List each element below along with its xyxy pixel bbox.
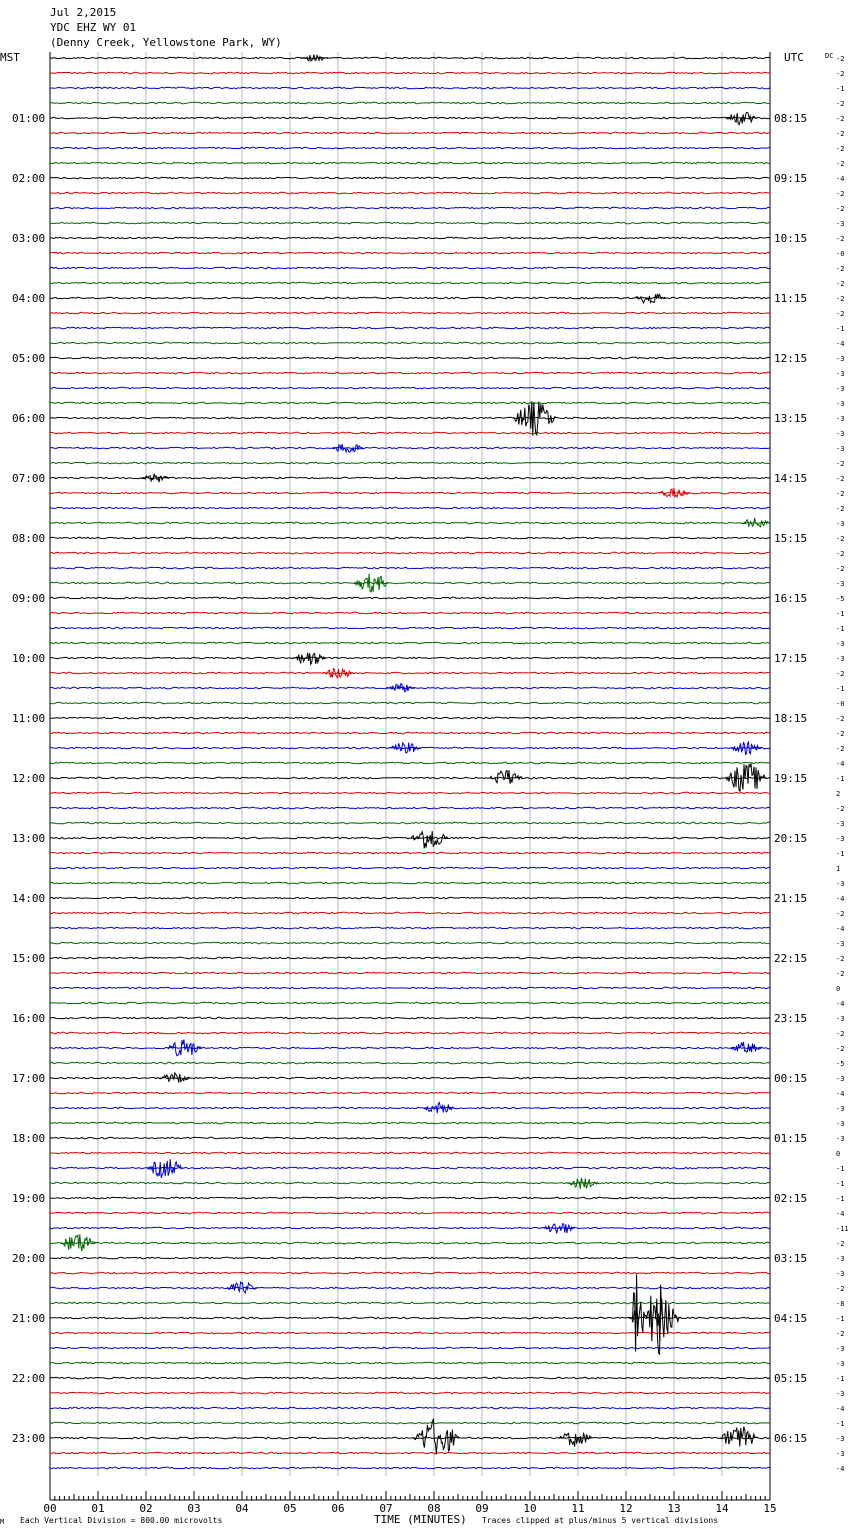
trace-row-39 [50,642,770,644]
left-hour-label: 06:00 [12,412,46,425]
trace-row-30 [50,507,770,509]
dc-offset-label: -3 [836,940,845,948]
trace-row-2 [50,87,770,89]
x-tick-label: 12 [619,1502,633,1515]
dc-offset-label: -3 [836,1435,845,1443]
dc-offset-label: -1 [836,685,845,693]
dc-offset-label: -4 [836,925,845,933]
left-hour-label: 07:00 [12,472,46,485]
trace-row-26 [50,447,770,449]
trace-row-50 [50,807,770,809]
dc-offset-label: -2 [836,490,845,498]
x-tick-label: 03 [187,1502,201,1515]
trace-row-8 [50,177,770,179]
left-hour-labels [12,112,45,1445]
right-hour-label: 12:15 [774,352,808,365]
trace-row-44 [50,717,770,719]
left-hour-label: 14:00 [12,892,46,905]
trace-row-47 [50,762,770,764]
dc-offset-label: -3 [836,1360,845,1368]
dc-offset-label: -3 [836,640,845,648]
dc-offset-label: -2 [836,280,845,288]
dc-offset-label: -11 [836,1225,849,1233]
dc-offset-label: -3 [836,880,845,888]
dc-offset-label: -8 [836,1300,845,1308]
trace-row-21 [50,372,770,374]
dc-offset-label: -3 [836,445,845,453]
trace-row-9 [50,192,770,194]
trace-row-14 [50,267,770,269]
trace-row-40 [50,657,770,659]
seismic-event-31 [720,1427,758,1447]
dc-offset-label: 2 [836,790,841,798]
seismic-event-15 [725,764,767,792]
x-tick-label: 08 [427,1502,441,1515]
trace-row-93 [50,1452,770,1454]
left-hour-label: 22:00 [12,1372,46,1385]
dc-offset-label: -2 [836,205,845,213]
right-hour-labels [774,112,807,1445]
dc-offset-label: -3 [836,415,845,423]
trace-row-45 [50,732,770,734]
trace-row-92 [50,1437,770,1439]
header-location: (Denny Creek, Yellowstone Park, WY) [50,36,282,49]
trace-row-64 [50,1017,770,1019]
left-hour-label: 03:00 [12,232,46,245]
trace-row-65 [50,1032,770,1034]
trace-row-82 [50,1287,770,1289]
dc-offset-label: -2 [836,745,845,753]
seismic-event-3 [513,401,557,436]
dc-offset-label: -3 [836,1120,845,1128]
dc-offset-label: -1 [836,850,845,858]
left-hour-label: 09:00 [12,592,46,605]
x-tick-label: 00 [43,1502,57,1515]
trace-row-13 [50,252,770,254]
trace-row-5 [50,132,770,134]
left-hour-label: 02:00 [12,172,46,185]
right-hour-label: 15:15 [774,532,808,545]
trace-row-66 [50,1047,770,1049]
header-date: Jul 2,2015 [50,6,117,19]
x-tick-label: 02 [139,1502,153,1515]
right-hour-label: 08:15 [774,112,808,125]
trace-row-41 [50,672,770,674]
x-axis-title: TIME (MINUTES) [374,1513,467,1526]
dc-offset-label: -2 [836,1030,845,1038]
trace-row-33 [50,552,770,554]
trace-row-10 [50,207,770,209]
right-hour-label: 02:15 [774,1192,808,1205]
trace-row-43 [50,702,770,704]
dc-offset-label: -4 [836,1090,845,1098]
trace-row-7 [50,162,770,164]
left-hour-label: 01:00 [12,112,46,125]
right-hour-label: 17:15 [774,652,808,665]
dc-offset-label: -2 [836,670,845,678]
right-hour-label: 21:15 [774,892,808,905]
trace-row-89 [50,1392,770,1394]
dc-offset-label: -2 [836,160,845,168]
trace-row-76 [50,1197,770,1199]
trace-row-0 [50,57,770,59]
dc-offset-label: -3 [836,1345,845,1353]
dc-offset-label: -4 [836,1405,845,1413]
trace-rows [50,57,770,1469]
right-hour-label: 16:15 [774,592,808,605]
dc-offset-label: -1 [836,625,845,633]
trace-row-3 [50,102,770,104]
left-hour-label: 21:00 [12,1312,46,1325]
right-hour-label: 09:15 [774,172,808,185]
dc-offset-label: -2 [836,265,845,273]
left-hour-label: 23:00 [12,1432,46,1445]
dc-offset-label: -3 [836,835,845,843]
grid-lines [50,52,770,1500]
left-hour-label: 20:00 [12,1252,46,1265]
left-hour-label: 15:00 [12,952,46,965]
seismic-event-23 [543,1224,575,1234]
right-hour-label: 20:15 [774,832,808,845]
trace-row-49 [50,792,770,794]
dc-offset-label: -2 [836,145,845,153]
dc-offset-label: -4 [836,760,845,768]
event-markers [61,55,771,1455]
dc-offset-label: -3 [836,1105,845,1113]
seismic-event-10 [323,669,354,678]
dc-offset-label: -2 [836,955,845,963]
dc-offset-label: -3 [836,370,845,378]
trace-row-55 [50,882,770,884]
dc-offset-label: -2 [836,535,845,543]
x-tick-label: 07 [379,1502,393,1515]
right-hour-label: 22:15 [774,952,808,965]
right-hour-label: 04:15 [774,1312,808,1325]
right-hour-label: 18:15 [774,712,808,725]
dc-offset-label: -2 [836,235,845,243]
trace-row-1 [50,72,770,74]
dc-offset-label: -2 [836,550,845,558]
dc-offset-label: -2 [836,1045,845,1053]
right-hour-label: 05:15 [774,1372,808,1385]
trace-row-91 [50,1422,770,1424]
dc-offset-label: -3 [836,430,845,438]
trace-row-81 [50,1272,770,1274]
dc-offset-label: -3 [836,1135,845,1143]
dc-offset-label: -3 [836,220,845,228]
trace-row-48 [50,777,770,779]
right-hour-label: 01:15 [774,1132,808,1145]
dc-offset-label: 0 [836,985,841,993]
seismic-event-21 [147,1159,183,1178]
trace-row-20 [50,357,770,359]
dc-offset-label: -4 [836,895,845,903]
dc-offset-label: -1 [836,775,845,783]
dc-offset-label: -4 [836,1210,845,1218]
vertical-division-note: Each Vertical Division = 800.00 microvolts [20,1516,223,1525]
dc-offset-label: -2 [836,1330,845,1338]
trace-row-37 [50,612,770,614]
left-hour-label: 18:00 [12,1132,46,1145]
dc-offset-label: -3 [836,520,845,528]
dc-offset-label: -1 [836,85,845,93]
x-tick-label: 06 [331,1502,345,1515]
trace-row-17 [50,312,770,314]
trace-row-42 [50,687,770,689]
left-hour-label: 12:00 [12,772,46,785]
dc-offset-labels [836,55,849,1473]
seismic-event-1 [725,112,757,124]
seismic-event-29 [413,1419,459,1454]
right-hour-label: 14:15 [774,472,808,485]
dc-offset-label: -2 [836,715,845,723]
dc-offset-label: -3 [836,1015,845,1023]
trace-row-4 [50,117,770,119]
dc-offset-label: -2 [836,55,845,63]
trace-row-57 [50,912,770,914]
right-hour-label: 00:15 [774,1072,808,1085]
seismic-event-24 [61,1234,97,1251]
dc-offset-label: 1 [836,865,841,873]
trace-row-62 [50,987,770,989]
seismic-event-16 [410,831,448,848]
trace-row-15 [50,282,770,284]
left-hour-label: 13:00 [12,832,46,845]
trace-row-35 [50,582,770,584]
trace-row-29 [50,492,770,494]
trace-row-68 [50,1077,770,1079]
trace-row-79 [50,1242,770,1244]
dc-offset-label: -2 [836,970,845,978]
x-tick-label: 01 [91,1502,105,1515]
right-hour-label: 11:15 [774,292,808,305]
dc-offset-label: -1 [836,1195,845,1203]
dc-offset-label: -2 [836,565,845,573]
dc-offset-label: -2 [836,505,845,513]
trace-row-18 [50,327,770,329]
trace-row-27 [50,462,770,464]
x-tick-label: 05 [283,1502,297,1515]
dc-offset-label: -3 [836,385,845,393]
dc-offset-label: -3 [836,1255,845,1263]
x-tick-label: 10 [523,1502,537,1515]
right-hour-label: 19:15 [774,772,808,785]
dc-offset-label: -4 [836,175,845,183]
trace-row-6 [50,147,770,149]
trace-row-63 [50,1002,770,1004]
dc-offset-label: -3 [836,1390,845,1398]
dc-offset-label: -5 [836,1060,845,1068]
dc-offset-label: -3 [836,355,845,363]
x-tick-label: 15 [763,1502,777,1515]
left-hour-label: 11:00 [12,712,46,725]
dc-offset-label: -1 [836,1180,845,1188]
seismic-event-30 [559,1433,593,1446]
trace-row-84 [50,1317,770,1319]
dc-offset-label: -1 [836,325,845,333]
seismic-event-14 [489,770,523,784]
left-hour-label: 08:00 [12,532,46,545]
trace-row-58 [50,927,770,929]
trace-row-31 [50,522,770,524]
trace-row-67 [50,1062,770,1064]
trace-row-52 [50,837,770,839]
dc-offset-label: -3 [836,1270,845,1278]
dc-offset-label: -2 [836,475,845,483]
trace-row-53 [50,852,770,854]
seismic-event-9 [293,653,326,665]
dc-offset-label: -3 [836,580,845,588]
trace-row-94 [50,1467,770,1469]
x-tick-label: 11 [571,1502,585,1515]
dc-offset-label: -2 [836,70,845,78]
dc-offset-label: -2 [836,1240,845,1248]
left-hour-label: 10:00 [12,652,46,665]
trace-row-72 [50,1137,770,1139]
right-hour-label: 06:15 [774,1432,808,1445]
trace-row-75 [50,1182,770,1184]
dc-offset-label: -2 [836,910,845,918]
trace-row-60 [50,957,770,959]
trace-row-36 [50,597,770,599]
trace-row-70 [50,1107,770,1109]
dc-offset-label: -4 [836,1000,845,1008]
seismic-event-18 [731,1042,762,1052]
x-tick-label: 04 [235,1502,249,1515]
left-hour-label: 04:00 [12,292,46,305]
trace-row-59 [50,942,770,944]
left-hour-label: 17:00 [12,1072,46,1085]
dc-offset-label: -2 [836,115,845,123]
trace-row-24 [50,417,770,419]
dc-offset-label: -3 [836,820,845,828]
trace-row-11 [50,222,770,224]
dc-offset-label: -4 [836,340,845,348]
header-station: YDC EHZ WY 01 [50,21,137,34]
trace-row-88 [50,1377,770,1379]
trace-row-90 [50,1407,770,1409]
trace-row-69 [50,1092,770,1094]
dc-offset-label: -0 [836,700,845,708]
trace-row-61 [50,972,770,974]
dc-offset-label: 0 [836,1150,841,1158]
trace-row-34 [50,567,770,569]
right-hour-label: 13:15 [774,412,808,425]
trace-row-54 [50,867,770,869]
trace-row-77 [50,1212,770,1214]
trace-row-85 [50,1332,770,1334]
dc-label: DC [825,52,834,60]
dc-offset-label: -2 [836,805,845,813]
dc-offset-label: -1 [836,610,845,618]
trace-row-73 [50,1152,770,1154]
seismic-event-0 [300,55,328,61]
dc-offset-label: -3 [836,1450,845,1458]
right-hour-label: 23:15 [774,1012,808,1025]
dc-offset-label: -1 [836,1375,845,1383]
left-hour-label: 16:00 [12,1012,46,1025]
dc-offset-label: -4 [836,1465,845,1473]
trace-row-51 [50,822,770,824]
clip-note: Traces clipped at plus/minus 5 vertical divisions [482,1516,719,1525]
trace-row-22 [50,387,770,389]
trace-row-25 [50,432,770,434]
x-tick-label: 09 [475,1502,489,1515]
dc-offset-label: -3 [836,400,845,408]
trace-row-56 [50,897,770,899]
dc-offset-label: -2 [836,100,845,108]
dc-offset-label: -5 [836,595,845,603]
trace-row-86 [50,1347,770,1349]
dc-offset-label: -2 [836,730,845,738]
right-zone-label: UTC [784,51,804,64]
dc-offset-label: -2 [836,130,845,138]
trace-row-74 [50,1167,770,1169]
trace-row-23 [50,402,770,404]
x-tick-label: 13 [667,1502,681,1515]
dc-offset-label: -1 [836,1420,845,1428]
trace-row-78 [50,1227,770,1229]
dc-offset-label: -2 [836,1285,845,1293]
dc-offset-label: -1 [836,1315,845,1323]
trace-row-19 [50,342,770,344]
left-hour-label: 19:00 [12,1192,46,1205]
dc-offset-label: -1 [836,1165,845,1173]
seismic-event-7 [741,518,771,527]
dc-offset-label: -3 [836,1075,845,1083]
seismic-event-12 [390,743,421,753]
left-hour-label: 05:00 [12,352,46,365]
trace-row-12 [50,237,770,239]
trace-row-71 [50,1122,770,1124]
trace-row-87 [50,1362,770,1364]
x-axis [43,1491,776,1515]
left-zone-label: MST [0,51,20,64]
trace-row-32 [50,537,770,539]
trace-row-38 [50,627,770,629]
dc-offset-label: -0 [836,250,845,258]
dc-offset-label: -2 [836,295,845,303]
footer-glyph: M [0,1518,5,1526]
right-hour-label: 03:15 [774,1252,808,1265]
right-hour-label: 10:15 [774,232,808,245]
dc-offset-label: -2 [836,310,845,318]
x-tick-label: 14 [715,1502,729,1515]
dc-offset-label: -3 [836,655,845,663]
dc-offset-label: -2 [836,190,845,198]
trace-row-80 [50,1257,770,1259]
dc-offset-label: -2 [836,460,845,468]
